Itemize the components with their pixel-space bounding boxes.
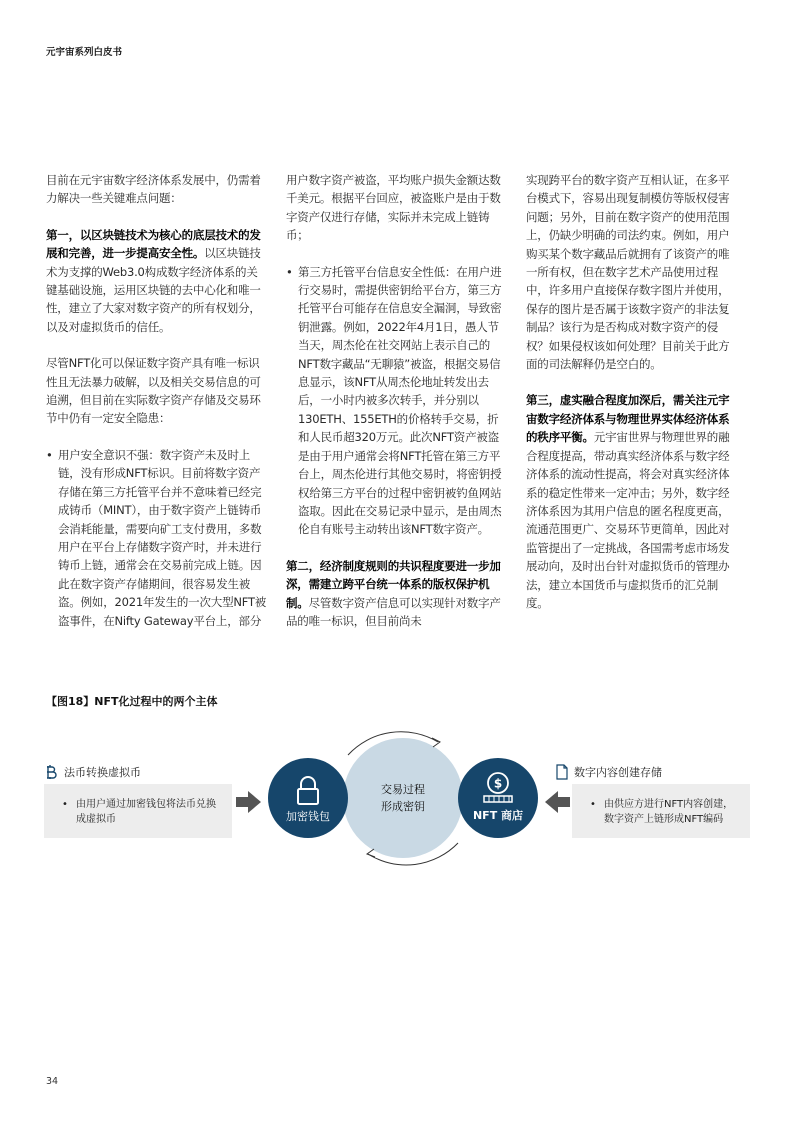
store-circle [458, 758, 538, 838]
figure-title: 【图18】NFT化过程中的两个主体 [46, 695, 218, 708]
bullet-user-awareness [46, 446, 268, 630]
point-two-body: 尽管数字资产信息可以实现针对数字产品的唯一标识，但目前尚未 [286, 595, 501, 628]
svg-text:$: $ [493, 776, 503, 791]
bullet-dot: • [46, 447, 53, 462]
center-line-2: 形成密钥 [381, 800, 425, 813]
store-label: NFT 商店 [472, 809, 524, 822]
bullet-third-party [286, 263, 508, 539]
bullet-dot: • [62, 799, 68, 810]
bullet-text: 第三方托管平台信息安全性低：在用户进行交易时，需提供密钥给平台方，第三方托管平台可能存在信息安全漏洞，导致密钥泄露。例如，2022年4月1日，愚人节当天，周杰伦在社交网站上表示自己的NFT数字藏品“无聊猿”被盗，根据交易信息显示，该NFT从周杰伦地址转发出去后，一小时内被多次转手，并分别以130ETH、155ETH的价格转手交易，折和人民币超320万元。此次NFT资产被盗是由于用户通常会将NFT托管在第三方平台上，周杰伦进行其他交易时，将密钥授权给第三方平台的过程中密钥被钓鱼网站盗取。因此在交易记录中显示，是由周杰伦自有账号主动转出该NFT数字资产。 [298, 264, 502, 537]
right-info-box [572, 784, 750, 838]
wallet-circle [268, 758, 348, 838]
cross-platform-paragraph: 实现跨平台的数字资产互相认证，在多平台模式下，容易出现复制模仿等版权侵害问题；另外，目前在数字资产的使用范围上，仍缺少明确的司法约束。例如，用户购买某个数字藏品后就拥有了该资产的唯一所有权，但在数字艺术产品使用过程中，许多用户直接保存数字图片并使用，保存的图片是否属于该数字资产的非法复制品？该行为是否构成对数字资产的侵权？如果侵权该如何处理？目前关于此方面的司法解释仍是空白的。 [526, 173, 730, 372]
nft-security-paragraph: 尽管NFT化可以保证数字资产具有唯一标识性且无法暴力破解，以及相关交易信息的可追溯，但目前在实际数字资产存储及交易环节中仍有一定安全隐患： [46, 356, 261, 426]
page-number: 34 [46, 1076, 59, 1087]
point-one-paragraph [46, 226, 268, 336]
continuation-paragraph: 用户数字资产被盗，平均账户损失金额达数千美元。根据平台回应，被盗账户是由于数字资产仅进行存储，实际并未完成上链铸币； [286, 173, 501, 243]
bullet-dot: • [286, 264, 293, 279]
left-info-text: 由用户通过加密钱包将法币兑换成虚拟币 [76, 799, 216, 825]
point-one-heading: 第一，以区块链技术为核心的底层技术的发展和完善，进一步提高安全性。 [46, 227, 261, 261]
point-three-paragraph [526, 391, 740, 612]
point-three-heading: 第三，虚实融合程度加深后，需关注元宇宙数字经济体系与物理世界实体经济体系的秩序平衡。 [526, 393, 730, 445]
point-one-body: 以区块链技术为支撑的Web3.0构成数字经济体系的关键基础设施，运用区块链的去中心化和唯一性，建立了大家对数字资产的所有权划分，以及对虚拟货币的信任。 [46, 246, 261, 334]
bullet-text: 用户安全意识不强：数字资产未及时上链，没有形成NFT标识。目前将数字资产存储在第三方托管平台并不意味着已经完成铸币（MINT），由于数字资产上链铸币会消耗能量，需要向矿工支付费用，多数用户在平台上存储数字资产时，并未进行铸币上链，通常会在交易前完成上链。因此在数字资产存储期间，很容易发生被盗。例如，2021年发生的一次大型NFT被盗事件，在Nifty Gateway平台上，部分 [58, 447, 267, 628]
wallet-label: 加密钱包 [286, 810, 330, 823]
document-icon [556, 764, 568, 780]
right-entity-label [556, 764, 662, 780]
left-label-text: 法币转换虚拟币 [64, 766, 141, 779]
point-two-heading: 第二，经济制度规则的共识程度要进一步加深，需建立跨平台统一体系的版权保护机制。 [286, 558, 501, 610]
left-entity-label [44, 764, 141, 780]
text-column-1 [46, 171, 268, 630]
center-line-1: 交易过程 [381, 783, 425, 796]
text-column-2 [286, 171, 508, 648]
intro-paragraph: 目前在元宇宙数字经济体系发展中，仍需着力解决一些关键难点问题： [46, 173, 261, 206]
process-center-circle [343, 738, 463, 858]
bitcoin-icon [44, 764, 58, 780]
left-info-box [44, 784, 232, 838]
point-two-paragraph [286, 557, 508, 631]
nft-process-diagram [258, 728, 548, 868]
running-header: 元宇宙系列白皮书 [46, 47, 123, 58]
right-label-text: 数字内容创建存储 [574, 766, 662, 779]
bullet-dot: • [590, 799, 596, 810]
right-info-text: 由供应方进行NFT内容创建，数字资产上链形成NFT编码 [604, 799, 734, 825]
text-column-3 [526, 171, 740, 630]
point-three-body: 元宇宙世界与物理世界的融合程度提高，带动真实经济体系与数字经济体系的流动性提高，将会对真实经济体系的稳定性带来一定冲击；另外，数字经济体系因为其用户信息的匿名程度更高，流通范围更广、交易环节更简单，因此对监管提出了一定挑战，各国需考虑市场发展动向，及时出台针对虚拟货币的管理办法，建立本国货币与虚拟货币的汇兑制度。 [526, 430, 730, 610]
